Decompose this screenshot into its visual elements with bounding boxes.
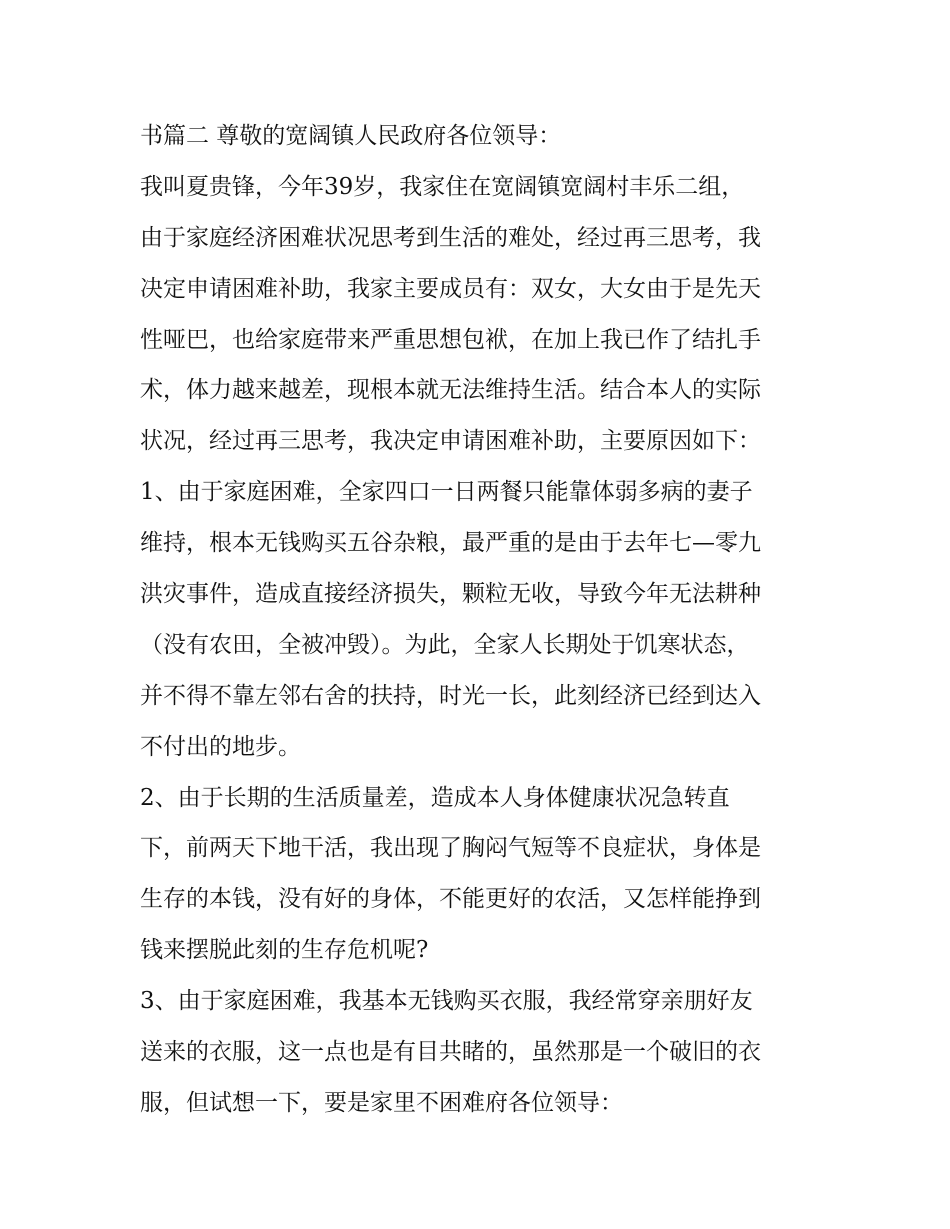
text-line: 我叫夏贵锋，今年39岁，我家住在宽阔镇宽阔村丰乐二组， [140, 173, 745, 200]
text-line: 2、由于长期的生活质量差，造成本人身体健康状况急转直 [140, 784, 730, 811]
text-line: 书篇二 尊敬的宽阔镇人民政府各位领导： [140, 123, 562, 149]
document-body [140, 111, 840, 1129]
text-line: 钱来摆脱此刻的生存危机呢? [140, 937, 429, 964]
text-line: 送来的衣服，这一点也是有目共睹的，虽然那是一个破旧的衣 [140, 1039, 761, 1066]
text-line: 1、由于家庭困难，全家四口一日两餐只能靠体弱多病的妻子 [140, 479, 753, 506]
text-line: 生存的本钱，没有好的身体，不能更好的农活，又怎样能挣到 [140, 886, 761, 913]
text-line: 状况，经过再三思考，我决定申请困难补助，主要原因如下： [140, 428, 761, 455]
text-line: 洪灾事件，造成直接经济损失，颗粒无收，导致今年无法耕种 [140, 581, 761, 608]
text-line: 由于家庭经济困难状况思考到生活的难处，经过再三思考，我 [140, 224, 761, 251]
text-line: 术，体力越来越差，现根本就无法维持生活。结合本人的实际 [140, 377, 761, 404]
text-line: 性哑巴，也给家庭带来严重思想包袱，在加上我已作了结扎手 [140, 326, 761, 353]
text-line: 不付出的地步。 [140, 733, 301, 760]
text-line: 服，但试想一下，要是家里不困难府各位领导： [140, 1089, 623, 1116]
text-line: 维持，根本无钱购买五谷杂粮，最严重的是由于去年七—零九 [140, 530, 761, 557]
text-line: 并不得不靠左邻右舍的扶持，时光一长，此刻经济已经到达入 [140, 682, 761, 709]
text-line: 决定申请困难补助，我家主要成员有：双女，大女由于是先天 [140, 275, 761, 302]
text-line: 下，前两天下地干活，我出现了胸闷气短等不良症状，身体是 [140, 835, 761, 862]
text-line: 3、由于家庭困难，我基本无钱购买衣服，我经常穿亲朋好友 [140, 988, 753, 1015]
text-line: （没有农田，全被冲毁）。为此，全家人长期处于饥寒状态， [140, 631, 750, 658]
